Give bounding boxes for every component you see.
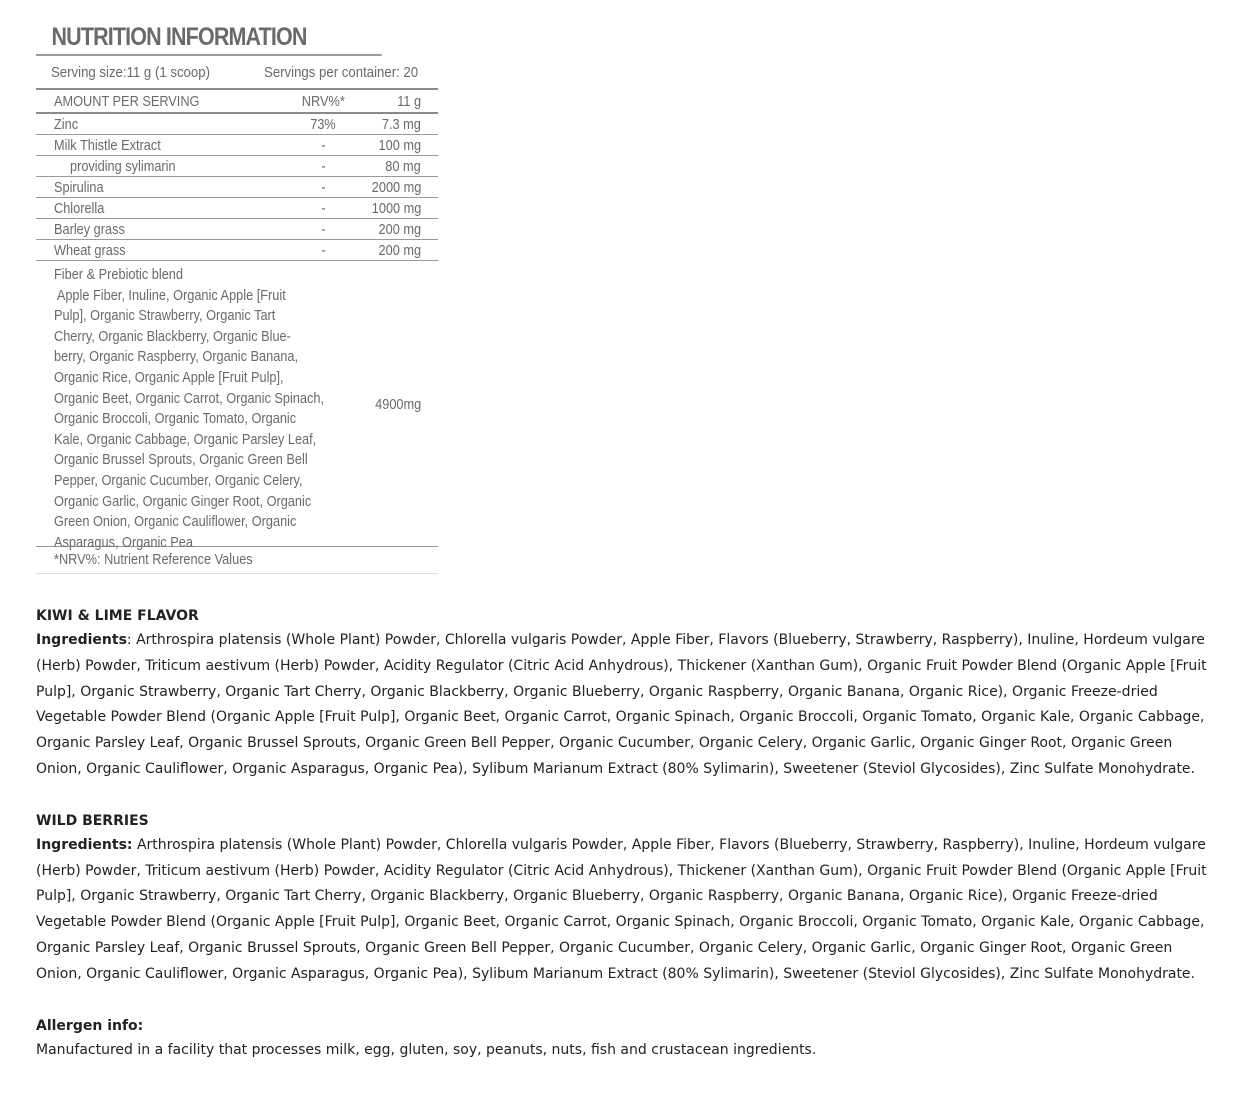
row-nrv: - (321, 220, 326, 238)
table-header-row (36, 90, 438, 114)
table-row (36, 135, 438, 156)
allergen-text: Manufactured in a facility that processes milk, egg, gluten, soy, peanuts, nuts, fish and crustacean ingredients. (36, 1041, 817, 1058)
fiber-line: Kale, Organic Cabbage, Organic Parsley Leaf, (54, 430, 317, 448)
row-name: Zinc (54, 115, 79, 133)
table-row (36, 177, 438, 198)
fiber-line: Organic Rice, Organic Apple [Fruit Pulp], (54, 368, 284, 386)
nutrition-panel (36, 20, 438, 574)
wild-berries-section (36, 809, 1216, 988)
table-row (36, 114, 438, 135)
fiber-line: Organic Broccoli, Organic Tomato, Organic (54, 410, 297, 428)
ingredients-label: Ingredients (36, 632, 127, 648)
serving-info (36, 56, 438, 90)
row-amount: 200 mg (378, 241, 421, 259)
row-name: Milk Thistle Extract (54, 136, 161, 154)
fiber-line: Pepper, Organic Cucumber, Organic Celery, (54, 471, 303, 489)
allergen-heading: Allergen info: (36, 1017, 144, 1034)
row-amount: 1000 mg (371, 199, 421, 217)
ingredients-content (36, 604, 1216, 1089)
fiber-line: Organic Beet, Organic Carrot, Organic Spinach, (54, 389, 325, 407)
ingredients-label: Ingredients: (36, 836, 133, 853)
wild-berries-ingredients (36, 833, 1216, 988)
row-nrv: - (321, 136, 326, 154)
fiber-line: Organic Brussel Sprouts, Organic Green Bell (54, 451, 308, 469)
row-amount: 80 mg (385, 157, 421, 175)
fiber-line: berry, Organic Raspberry, Organic Banana, (54, 348, 299, 366)
fiber-blend-row (36, 261, 438, 551)
row-nrv: - (321, 241, 326, 259)
serving-size: Serving size:11 g (1 scoop) (51, 63, 210, 81)
table-row (36, 198, 438, 219)
table-row (36, 219, 438, 240)
kiwi-lime-ingredients (36, 628, 1216, 783)
nutrition-title: NUTRITION INFORMATION (36, 20, 382, 56)
fiber-line: Apple Fiber, Inuline, Organic Apple [Fruit (54, 286, 286, 304)
fiber-line: Green Onion, Organic Cauliflower, Organic (54, 513, 297, 531)
row-amount: 200 mg (378, 220, 421, 238)
row-name: Chlorella (54, 199, 105, 217)
row-nrv: - (321, 178, 326, 196)
label-separator: : (126, 632, 137, 648)
kiwi-lime-heading: KIWI & LIME FLAVOR (36, 608, 199, 624)
header-nrv: NRV%* (301, 92, 345, 110)
fiber-blend-text (54, 265, 343, 553)
fiber-line: Pulp], Organic Strawberry, Organic Tart (54, 307, 276, 325)
row-name: providing sylimarin (70, 157, 176, 175)
nrv-footnote (36, 547, 438, 574)
row-name: Spirulina (54, 178, 104, 196)
fiber-line: Asparagus, Organic Pea (54, 533, 193, 551)
header-amount: 11 g (397, 92, 421, 110)
ingredients-text: Arthrospira platensis (Whole Plant) Powder, Chlorella vulgaris Powder, Apple Fiber, Flavors (Blueberry, Strawberry, Raspberry), Inuline, Hordeum vulgare (Herb) Powder, Triticum aestivum (Herb) Powder, Acidity Regulator (Citric Acid Anhydrous), Thickener (Xanthan Gum), Organic Fruit Powder Blend (Organic Apple [Fruit Pulp], Organic Strawberry, Organic Tart Cherry, Organic Blackberry, Organic Blueberry, Organic Raspberry, Organic Banana, Organic Rice), Organic Freeze-dried Vegetable Powder Blend (Organic Apple [Fruit Pulp], Organic Beet, Organic Carrot, Organic Spinach, Organic Broccoli, Organic Tomato, Organic Kale, Organic Cabbage, Organic Parsley Leaf, Organic Brussel Sprouts, Organic Green Bell Pepper, Organic Cucumber, Organic Celery, Organic Garlic, Organic Ginger Root, Organic Green Onion, Organic Cauliflower, Organic Asparagus, Organic Pea), Sylibum Marianum Extract (80% Sylimarin), Sweetener (Steviol Glycosides), Zinc Sulfate Monohydrate. (36, 836, 1207, 982)
fiber-line: Cherry, Organic Blackberry, Organic Blue- (54, 327, 291, 345)
row-amount: 2000 mg (371, 178, 421, 196)
fiber-amount: 4900mg (374, 396, 421, 413)
row-name: Wheat grass (54, 241, 126, 259)
ingredients-text: Arthrospira platensis (Whole Plant) Powder, Chlorella vulgaris Powder, Apple Fiber, Flavors (Blueberry, Strawberry, Raspberry), Inuline, Hordeum vulgare (Herb) Powder, Triticum aestivum (Herb) Powder, Acidity Regulator (Citric Acid Anhydrous), Thickener (Xanthan Gum), Organic Fruit Powder Blend (Organic Apple [Fruit Pulp], Organic Strawberry, Organic Tart Cherry, Organic Blackberry, Organic Blueberry, Organic Raspberry, Organic Banana, Organic Rice), Organic Freeze-dried Vegetable Powder Blend (Organic Apple [Fruit Pulp], Organic Beet, Organic Carrot, Organic Spinach, Organic Broccoli, Organic Tomato, Organic Kale, Organic Cabbage, Organic Parsley Leaf, Organic Brussel Sprouts, Organic Green Bell Pepper, Organic Cucumber, Organic Celery, Organic Garlic, Organic Ginger Root, Organic Green Onion, Organic Cauliflower, Organic Asparagus, Organic Pea), Sylibum Marianum Extract (80% Sylimarin), Sweetener (Steviol Glycosides), Zinc Sulfate Monohydrate. (36, 632, 1207, 777)
kiwi-lime-section (36, 604, 1216, 783)
row-nrv: - (321, 199, 326, 217)
row-amount: 100 mg (378, 136, 421, 154)
row-name: Barley grass (54, 220, 125, 238)
table-row (36, 156, 438, 177)
footnote-text: *NRV%: Nutrient Reference Values (54, 551, 253, 568)
servings-per-container: Servings per container: 20 (263, 63, 418, 81)
row-nrv: 73% (310, 115, 337, 133)
row-nrv: - (321, 157, 326, 175)
table-row (36, 240, 438, 261)
allergen-section (36, 1014, 1216, 1064)
wild-berries-heading: WILD BERRIES (36, 812, 149, 829)
fiber-line: Organic Garlic, Organic Ginger Root, Organic (54, 492, 312, 510)
row-amount: 7.3 mg (382, 115, 421, 133)
header-name: AMOUNT PER SERVING (54, 92, 200, 110)
fiber-line: Fiber & Prebiotic blend (54, 266, 183, 283)
